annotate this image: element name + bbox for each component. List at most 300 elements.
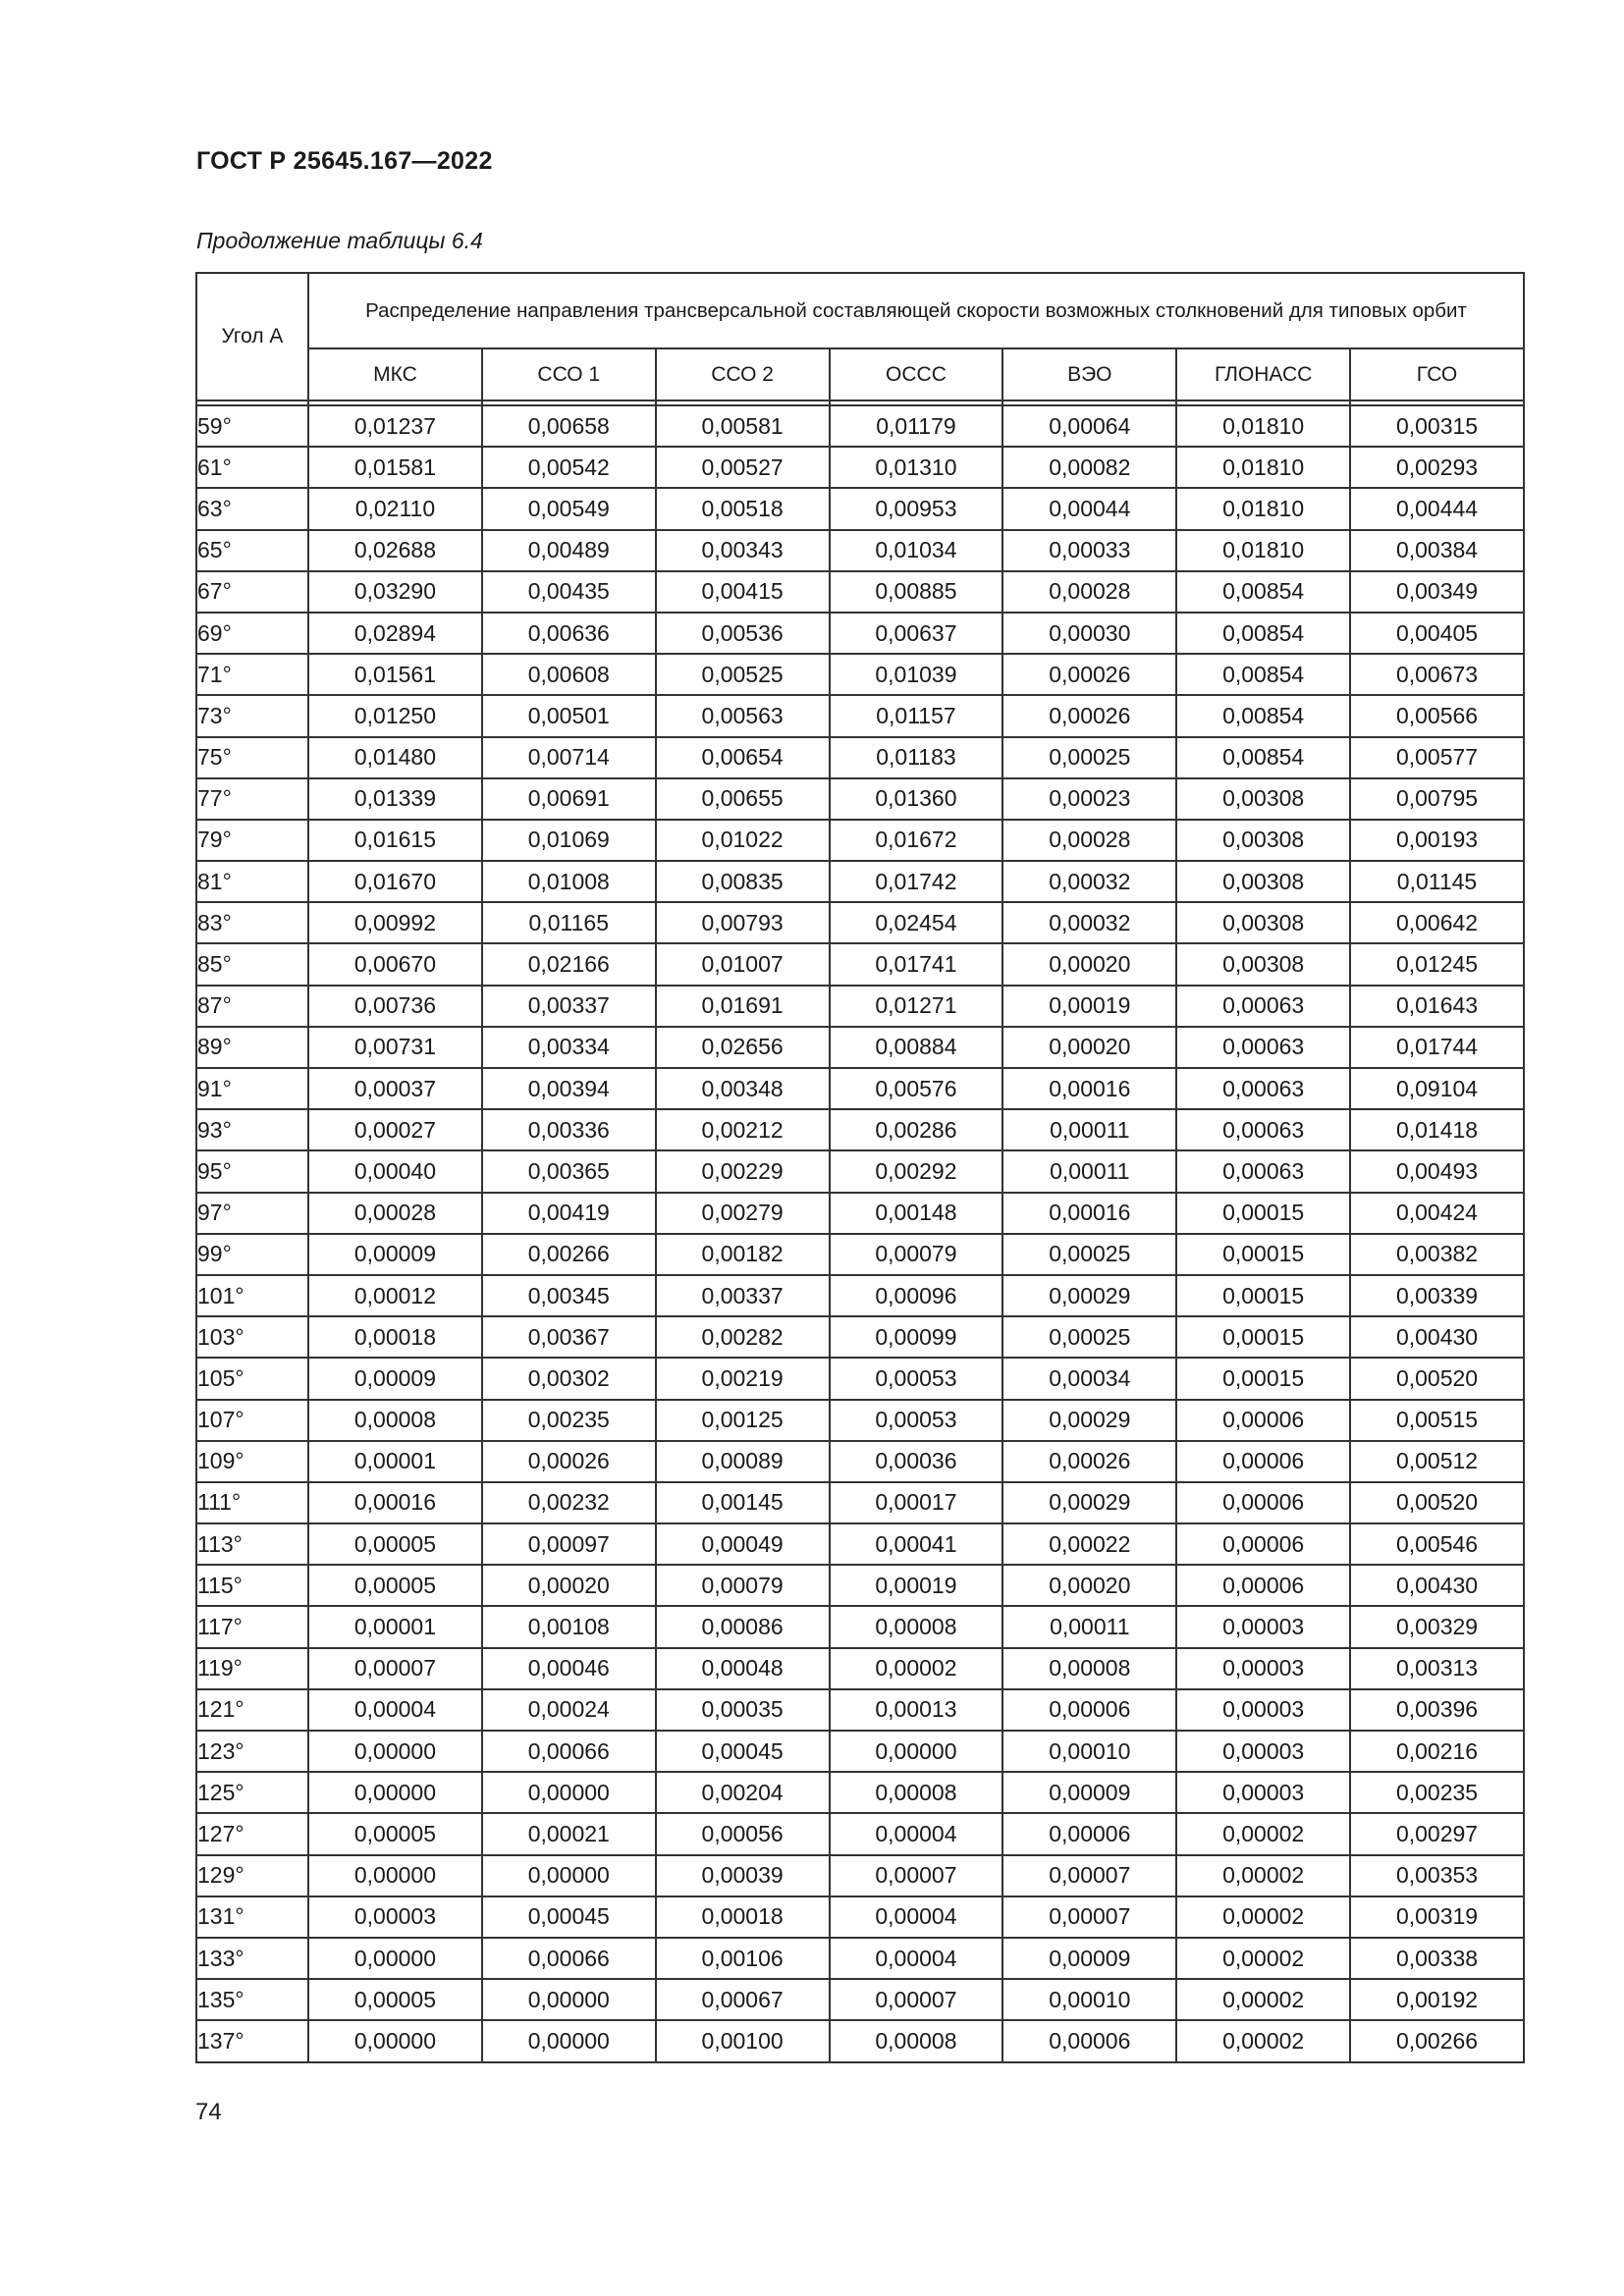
value-cell: 0,00670 bbox=[308, 943, 482, 985]
angle-cell: 105° bbox=[196, 1358, 308, 1399]
value-cell: 0,00125 bbox=[656, 1400, 830, 1441]
table-row bbox=[196, 1731, 1524, 1772]
value-cell: 0,00193 bbox=[1350, 820, 1524, 861]
table-row bbox=[196, 1648, 1524, 1689]
angle-cell: 61° bbox=[196, 447, 308, 488]
value-cell: 0,00063 bbox=[1176, 1027, 1350, 1068]
value-cell: 0,00000 bbox=[830, 1731, 1003, 1772]
value-cell: 0,00501 bbox=[482, 695, 656, 736]
value-cell: 0,00518 bbox=[656, 488, 830, 529]
table-row bbox=[196, 1109, 1524, 1150]
table-header-row-columns bbox=[196, 348, 1524, 400]
value-cell: 0,00009 bbox=[308, 1234, 482, 1275]
table-row bbox=[196, 1896, 1524, 1938]
value-cell: 0,00430 bbox=[1350, 1565, 1524, 1606]
value-cell: 0,00854 bbox=[1176, 737, 1350, 778]
value-cell: 0,00056 bbox=[656, 1813, 830, 1854]
value-cell: 0,00992 bbox=[308, 902, 482, 943]
value-cell: 0,00636 bbox=[482, 613, 656, 654]
value-cell: 0,00079 bbox=[830, 1234, 1003, 1275]
value-cell: 0,00337 bbox=[482, 986, 656, 1027]
table-row bbox=[196, 1565, 1524, 1606]
value-cell: 0,00658 bbox=[482, 405, 656, 447]
value-cell: 0,01145 bbox=[1350, 861, 1524, 902]
value-cell: 0,00000 bbox=[308, 1731, 482, 1772]
value-cell: 0,00041 bbox=[830, 1523, 1003, 1565]
angle-cell: 65° bbox=[196, 530, 308, 571]
angle-cell: 81° bbox=[196, 861, 308, 902]
table-row bbox=[196, 1027, 1524, 1068]
value-cell: 0,00512 bbox=[1350, 1441, 1524, 1482]
value-cell: 0,00020 bbox=[482, 1565, 656, 1606]
value-cell: 0,00384 bbox=[1350, 530, 1524, 571]
value-cell: 0,01022 bbox=[656, 820, 830, 861]
value-cell: 0,00029 bbox=[1002, 1482, 1176, 1523]
value-cell: 0,00005 bbox=[308, 1523, 482, 1565]
value-cell: 0,01480 bbox=[308, 737, 482, 778]
value-cell: 0,01418 bbox=[1350, 1109, 1524, 1150]
angle-cell: 85° bbox=[196, 943, 308, 985]
value-cell: 0,00637 bbox=[830, 613, 1003, 654]
value-cell: 0,00000 bbox=[482, 1772, 656, 1813]
value-cell: 0,01742 bbox=[830, 861, 1003, 902]
value-cell: 0,00642 bbox=[1350, 902, 1524, 943]
value-cell: 0,00003 bbox=[1176, 1606, 1350, 1647]
value-cell: 0,00035 bbox=[656, 1689, 830, 1731]
column-header: ОССС bbox=[830, 348, 1003, 400]
value-cell: 0,00108 bbox=[482, 1606, 656, 1647]
value-cell: 0,00045 bbox=[656, 1731, 830, 1772]
table-row bbox=[196, 1441, 1524, 1482]
angle-cell: 93° bbox=[196, 1109, 308, 1150]
value-cell: 0,00608 bbox=[482, 654, 656, 695]
value-cell: 0,01165 bbox=[482, 902, 656, 943]
value-cell: 0,00066 bbox=[482, 1731, 656, 1772]
table-row bbox=[196, 1979, 1524, 2020]
value-cell: 0,00049 bbox=[656, 1523, 830, 1565]
table-body bbox=[196, 405, 1524, 2062]
value-cell: 0,00002 bbox=[1176, 1896, 1350, 1938]
angle-cell: 103° bbox=[196, 1316, 308, 1358]
value-cell: 0,00011 bbox=[1002, 1606, 1176, 1647]
value-cell: 0,02166 bbox=[482, 943, 656, 985]
value-cell: 0,03290 bbox=[308, 571, 482, 613]
value-cell: 0,00008 bbox=[308, 1400, 482, 1441]
value-cell: 0,00953 bbox=[830, 488, 1003, 529]
value-cell: 0,02688 bbox=[308, 530, 482, 571]
table-row bbox=[196, 488, 1524, 529]
table-row bbox=[196, 737, 1524, 778]
value-cell: 0,00003 bbox=[1176, 1772, 1350, 1813]
value-cell: 0,00673 bbox=[1350, 654, 1524, 695]
value-cell: 0,00349 bbox=[1350, 571, 1524, 613]
value-cell: 0,00000 bbox=[308, 2020, 482, 2061]
value-cell: 0,00008 bbox=[830, 2020, 1003, 2061]
angle-cell: 109° bbox=[196, 1441, 308, 1482]
angle-cell: 137° bbox=[196, 2020, 308, 2061]
value-cell: 0,00002 bbox=[1176, 1938, 1350, 1979]
value-cell: 0,00001 bbox=[308, 1606, 482, 1647]
value-cell: 0,00006 bbox=[1002, 1813, 1176, 1854]
angle-cell: 73° bbox=[196, 695, 308, 736]
value-cell: 0,02894 bbox=[308, 613, 482, 654]
table-row bbox=[196, 530, 1524, 571]
value-cell: 0,00066 bbox=[482, 1938, 656, 1979]
value-cell: 0,01179 bbox=[830, 405, 1003, 447]
value-cell: 0,00004 bbox=[308, 1689, 482, 1731]
value-cell: 0,00232 bbox=[482, 1482, 656, 1523]
value-cell: 0,00006 bbox=[1002, 1689, 1176, 1731]
value-cell: 0,00007 bbox=[830, 1979, 1003, 2020]
value-cell: 0,00008 bbox=[1002, 1648, 1176, 1689]
value-cell: 0,00424 bbox=[1350, 1193, 1524, 1234]
value-cell: 0,00006 bbox=[1176, 1482, 1350, 1523]
table-row bbox=[196, 1813, 1524, 1854]
value-cell: 0,00003 bbox=[1176, 1648, 1350, 1689]
value-cell: 0,00034 bbox=[1002, 1358, 1176, 1399]
table-row bbox=[196, 571, 1524, 613]
table-row bbox=[196, 1938, 1524, 1979]
value-cell: 0,00048 bbox=[656, 1648, 830, 1689]
angle-cell: 79° bbox=[196, 820, 308, 861]
table-row bbox=[196, 1689, 1524, 1731]
value-cell: 0,00009 bbox=[1002, 1938, 1176, 1979]
table-row bbox=[196, 1234, 1524, 1275]
value-cell: 0,00053 bbox=[830, 1400, 1003, 1441]
value-cell: 0,00097 bbox=[482, 1523, 656, 1565]
value-cell: 0,00336 bbox=[482, 1109, 656, 1150]
value-cell: 0,00020 bbox=[1002, 943, 1176, 985]
value-cell: 0,00063 bbox=[1176, 1068, 1350, 1109]
value-cell: 0,01561 bbox=[308, 654, 482, 695]
value-cell: 0,00282 bbox=[656, 1316, 830, 1358]
column-header: МКС bbox=[308, 348, 482, 400]
value-cell: 0,02656 bbox=[656, 1027, 830, 1068]
value-cell: 0,00563 bbox=[656, 695, 830, 736]
column-header: ВЭО bbox=[1002, 348, 1176, 400]
value-cell: 0,00003 bbox=[1176, 1731, 1350, 1772]
value-cell: 0,00015 bbox=[1176, 1358, 1350, 1399]
value-cell: 0,00003 bbox=[1176, 1689, 1350, 1731]
value-cell: 0,00015 bbox=[1176, 1193, 1350, 1234]
value-cell: 0,00010 bbox=[1002, 1979, 1176, 2020]
column-header: ССО 2 bbox=[656, 348, 830, 400]
value-cell: 0,00064 bbox=[1002, 405, 1176, 447]
value-cell: 0,00004 bbox=[830, 1938, 1003, 1979]
value-cell: 0,00016 bbox=[1002, 1068, 1176, 1109]
table-row bbox=[196, 1400, 1524, 1441]
angle-cell: 69° bbox=[196, 613, 308, 654]
value-cell: 0,00216 bbox=[1350, 1731, 1524, 1772]
value-cell: 0,00329 bbox=[1350, 1606, 1524, 1647]
value-cell: 0,00795 bbox=[1350, 778, 1524, 820]
value-cell: 0,00036 bbox=[830, 1441, 1003, 1482]
value-cell: 0,01643 bbox=[1350, 986, 1524, 1027]
value-cell: 0,00015 bbox=[1176, 1275, 1350, 1316]
value-cell: 0,00527 bbox=[656, 447, 830, 488]
value-cell: 0,00026 bbox=[1002, 1441, 1176, 1482]
value-cell: 0,00100 bbox=[656, 2020, 830, 2061]
angle-cell: 59° bbox=[196, 405, 308, 447]
angle-cell: 77° bbox=[196, 778, 308, 820]
value-cell: 0,00063 bbox=[1176, 986, 1350, 1027]
value-cell: 0,01007 bbox=[656, 943, 830, 985]
value-cell: 0,00007 bbox=[308, 1648, 482, 1689]
value-cell: 0,01250 bbox=[308, 695, 482, 736]
value-cell: 0,00736 bbox=[308, 986, 482, 1027]
value-cell: 0,01310 bbox=[830, 447, 1003, 488]
value-cell: 0,00308 bbox=[1176, 861, 1350, 902]
value-cell: 0,01069 bbox=[482, 820, 656, 861]
value-cell: 0,00338 bbox=[1350, 1938, 1524, 1979]
value-cell: 0,00025 bbox=[1002, 1234, 1176, 1275]
value-cell: 0,00018 bbox=[656, 1896, 830, 1938]
value-cell: 0,01245 bbox=[1350, 943, 1524, 985]
value-cell: 0,01581 bbox=[308, 447, 482, 488]
value-cell: 0,00148 bbox=[830, 1193, 1003, 1234]
value-cell: 0,00308 bbox=[1176, 778, 1350, 820]
value-cell: 0,00006 bbox=[1176, 1441, 1350, 1482]
table-row bbox=[196, 2020, 1524, 2061]
value-cell: 0,00063 bbox=[1176, 1109, 1350, 1150]
angle-cell: 129° bbox=[196, 1855, 308, 1896]
value-cell: 0,00577 bbox=[1350, 737, 1524, 778]
value-cell: 0,00885 bbox=[830, 571, 1003, 613]
value-cell: 0,00382 bbox=[1350, 1234, 1524, 1275]
table-header-row-group bbox=[196, 273, 1524, 348]
value-cell: 0,01157 bbox=[830, 695, 1003, 736]
value-cell: 0,00026 bbox=[1002, 695, 1176, 736]
value-cell: 0,00731 bbox=[308, 1027, 482, 1068]
value-cell: 0,00004 bbox=[830, 1813, 1003, 1854]
value-cell: 0,00039 bbox=[656, 1855, 830, 1896]
value-cell: 0,00353 bbox=[1350, 1855, 1524, 1896]
value-cell: 0,00854 bbox=[1176, 571, 1350, 613]
value-cell: 0,00005 bbox=[308, 1565, 482, 1606]
value-cell: 0,00854 bbox=[1176, 654, 1350, 695]
value-cell: 0,00017 bbox=[830, 1482, 1003, 1523]
value-cell: 0,00002 bbox=[1176, 1813, 1350, 1854]
value-cell: 0,00536 bbox=[656, 613, 830, 654]
value-cell: 0,00028 bbox=[308, 1193, 482, 1234]
value-cell: 0,00037 bbox=[308, 1068, 482, 1109]
value-cell: 0,00293 bbox=[1350, 447, 1524, 488]
value-cell: 0,01039 bbox=[830, 654, 1003, 695]
table-row bbox=[196, 1855, 1524, 1896]
value-cell: 0,00334 bbox=[482, 1027, 656, 1068]
value-cell: 0,00009 bbox=[1002, 1772, 1176, 1813]
value-cell: 0,00010 bbox=[1002, 1731, 1176, 1772]
value-cell: 0,00045 bbox=[482, 1896, 656, 1938]
value-cell: 0,00000 bbox=[308, 1772, 482, 1813]
value-cell: 0,00027 bbox=[308, 1109, 482, 1150]
table-row bbox=[196, 1193, 1524, 1234]
value-cell: 0,00367 bbox=[482, 1316, 656, 1358]
value-cell: 0,00835 bbox=[656, 861, 830, 902]
value-cell: 0,00520 bbox=[1350, 1482, 1524, 1523]
table-row bbox=[196, 902, 1524, 943]
value-cell: 0,00053 bbox=[830, 1358, 1003, 1399]
angle-cell: 75° bbox=[196, 737, 308, 778]
value-cell: 0,00546 bbox=[1350, 1523, 1524, 1565]
value-cell: 0,00212 bbox=[656, 1109, 830, 1150]
table-row bbox=[196, 1150, 1524, 1192]
value-cell: 0,00002 bbox=[1176, 2020, 1350, 2061]
value-cell: 0,00007 bbox=[1002, 1855, 1176, 1896]
value-cell: 0,00106 bbox=[656, 1938, 830, 1979]
table-row bbox=[196, 943, 1524, 985]
angle-cell: 121° bbox=[196, 1689, 308, 1731]
value-cell: 0,00021 bbox=[482, 1813, 656, 1854]
value-cell: 0,00067 bbox=[656, 1979, 830, 2020]
document-title: ГОСТ Р 25645.167—2022 bbox=[196, 147, 493, 175]
value-cell: 0,00348 bbox=[656, 1068, 830, 1109]
value-cell: 0,01008 bbox=[482, 861, 656, 902]
table-row bbox=[196, 1523, 1524, 1565]
value-cell: 0,00654 bbox=[656, 737, 830, 778]
value-cell: 0,00020 bbox=[1002, 1027, 1176, 1068]
value-cell: 0,00015 bbox=[1176, 1316, 1350, 1358]
value-cell: 0,00025 bbox=[1002, 1316, 1176, 1358]
value-cell: 0,00032 bbox=[1002, 902, 1176, 943]
value-cell: 0,00023 bbox=[1002, 778, 1176, 820]
value-cell: 0,01691 bbox=[656, 986, 830, 1027]
angle-cell: 63° bbox=[196, 488, 308, 529]
column-header: ГСО bbox=[1350, 348, 1524, 400]
value-cell: 0,00000 bbox=[482, 1855, 656, 1896]
value-cell: 0,00302 bbox=[482, 1358, 656, 1399]
angle-cell: 71° bbox=[196, 654, 308, 695]
value-cell: 0,00182 bbox=[656, 1234, 830, 1275]
value-cell: 0,00542 bbox=[482, 447, 656, 488]
value-cell: 0,01810 bbox=[1176, 405, 1350, 447]
value-cell: 0,00026 bbox=[482, 1441, 656, 1482]
value-cell: 0,00006 bbox=[1176, 1400, 1350, 1441]
angle-cell: 123° bbox=[196, 1731, 308, 1772]
value-cell: 0,00063 bbox=[1176, 1150, 1350, 1192]
value-cell: 0,00082 bbox=[1002, 447, 1176, 488]
value-cell: 0,00339 bbox=[1350, 1275, 1524, 1316]
value-cell: 0,00415 bbox=[656, 571, 830, 613]
value-cell: 0,00015 bbox=[1176, 1234, 1350, 1275]
value-cell: 0,00566 bbox=[1350, 695, 1524, 736]
value-cell: 0,00297 bbox=[1350, 1813, 1524, 1854]
angle-cell: 125° bbox=[196, 1772, 308, 1813]
angle-cell: 113° bbox=[196, 1523, 308, 1565]
value-cell: 0,00235 bbox=[1350, 1772, 1524, 1813]
group-column-header: Распределение направления трансверсальной составляющей скорости возможных столкновений для типовых орбит bbox=[308, 273, 1524, 348]
column-header: ССО 1 bbox=[482, 348, 656, 400]
value-cell: 0,00235 bbox=[482, 1400, 656, 1441]
value-cell: 0,00040 bbox=[308, 1150, 482, 1192]
value-cell: 0,01741 bbox=[830, 943, 1003, 985]
value-cell: 0,00020 bbox=[1002, 1565, 1176, 1606]
value-cell: 0,01360 bbox=[830, 778, 1003, 820]
value-cell: 0,00581 bbox=[656, 405, 830, 447]
value-cell: 0,00002 bbox=[1176, 1979, 1350, 2020]
value-cell: 0,09104 bbox=[1350, 1068, 1524, 1109]
value-cell: 0,00028 bbox=[1002, 820, 1176, 861]
value-cell: 0,00003 bbox=[308, 1896, 482, 1938]
value-cell: 0,00002 bbox=[830, 1648, 1003, 1689]
value-cell: 0,01810 bbox=[1176, 530, 1350, 571]
angle-cell: 135° bbox=[196, 1979, 308, 2020]
table-row bbox=[196, 1275, 1524, 1316]
table-row bbox=[196, 447, 1524, 488]
value-cell: 0,00000 bbox=[308, 1855, 482, 1896]
value-cell: 0,00292 bbox=[830, 1150, 1003, 1192]
value-cell: 0,01271 bbox=[830, 986, 1003, 1027]
value-cell: 0,00046 bbox=[482, 1648, 656, 1689]
value-cell: 0,00001 bbox=[308, 1441, 482, 1482]
table-row bbox=[196, 654, 1524, 695]
value-cell: 0,00019 bbox=[830, 1565, 1003, 1606]
table-row bbox=[196, 695, 1524, 736]
value-cell: 0,00419 bbox=[482, 1193, 656, 1234]
value-cell: 0,01810 bbox=[1176, 488, 1350, 529]
value-cell: 0,00405 bbox=[1350, 613, 1524, 654]
angle-cell: 117° bbox=[196, 1606, 308, 1647]
data-table bbox=[195, 272, 1525, 2063]
value-cell: 0,00515 bbox=[1350, 1400, 1524, 1441]
value-cell: 0,00028 bbox=[1002, 571, 1176, 613]
value-cell: 0,00394 bbox=[482, 1068, 656, 1109]
value-cell: 0,01237 bbox=[308, 405, 482, 447]
table-row bbox=[196, 1316, 1524, 1358]
value-cell: 0,00008 bbox=[830, 1606, 1003, 1647]
value-cell: 0,01670 bbox=[308, 861, 482, 902]
value-cell: 0,00089 bbox=[656, 1441, 830, 1482]
table-row bbox=[196, 613, 1524, 654]
value-cell: 0,00096 bbox=[830, 1275, 1003, 1316]
angle-cell: 99° bbox=[196, 1234, 308, 1275]
value-cell: 0,00396 bbox=[1350, 1689, 1524, 1731]
value-cell: 0,00000 bbox=[482, 1979, 656, 2020]
value-cell: 0,00493 bbox=[1350, 1150, 1524, 1192]
value-cell: 0,00044 bbox=[1002, 488, 1176, 529]
value-cell: 0,00691 bbox=[482, 778, 656, 820]
value-cell: 0,02110 bbox=[308, 488, 482, 529]
table-row bbox=[196, 986, 1524, 1027]
angle-cell: 83° bbox=[196, 902, 308, 943]
value-cell: 0,00279 bbox=[656, 1193, 830, 1234]
value-cell: 0,00266 bbox=[1350, 2020, 1524, 2061]
value-cell: 0,00229 bbox=[656, 1150, 830, 1192]
value-cell: 0,00854 bbox=[1176, 613, 1350, 654]
angle-cell: 95° bbox=[196, 1150, 308, 1192]
value-cell: 0,00079 bbox=[656, 1565, 830, 1606]
value-cell: 0,00025 bbox=[1002, 737, 1176, 778]
value-cell: 0,00011 bbox=[1002, 1109, 1176, 1150]
value-cell: 0,00308 bbox=[1176, 902, 1350, 943]
angle-column-header: Угол А bbox=[196, 273, 308, 400]
value-cell: 0,00315 bbox=[1350, 405, 1524, 447]
value-cell: 0,01744 bbox=[1350, 1027, 1524, 1068]
value-cell: 0,00793 bbox=[656, 902, 830, 943]
value-cell: 0,00655 bbox=[656, 778, 830, 820]
value-cell: 0,00525 bbox=[656, 654, 830, 695]
angle-cell: 127° bbox=[196, 1813, 308, 1854]
value-cell: 0,00004 bbox=[830, 1896, 1003, 1938]
value-cell: 0,00266 bbox=[482, 1234, 656, 1275]
value-cell: 0,00444 bbox=[1350, 488, 1524, 529]
table-row bbox=[196, 861, 1524, 902]
value-cell: 0,00313 bbox=[1350, 1648, 1524, 1689]
angle-cell: 131° bbox=[196, 1896, 308, 1938]
value-cell: 0,00365 bbox=[482, 1150, 656, 1192]
value-cell: 0,00013 bbox=[830, 1689, 1003, 1731]
value-cell: 0,00219 bbox=[656, 1358, 830, 1399]
